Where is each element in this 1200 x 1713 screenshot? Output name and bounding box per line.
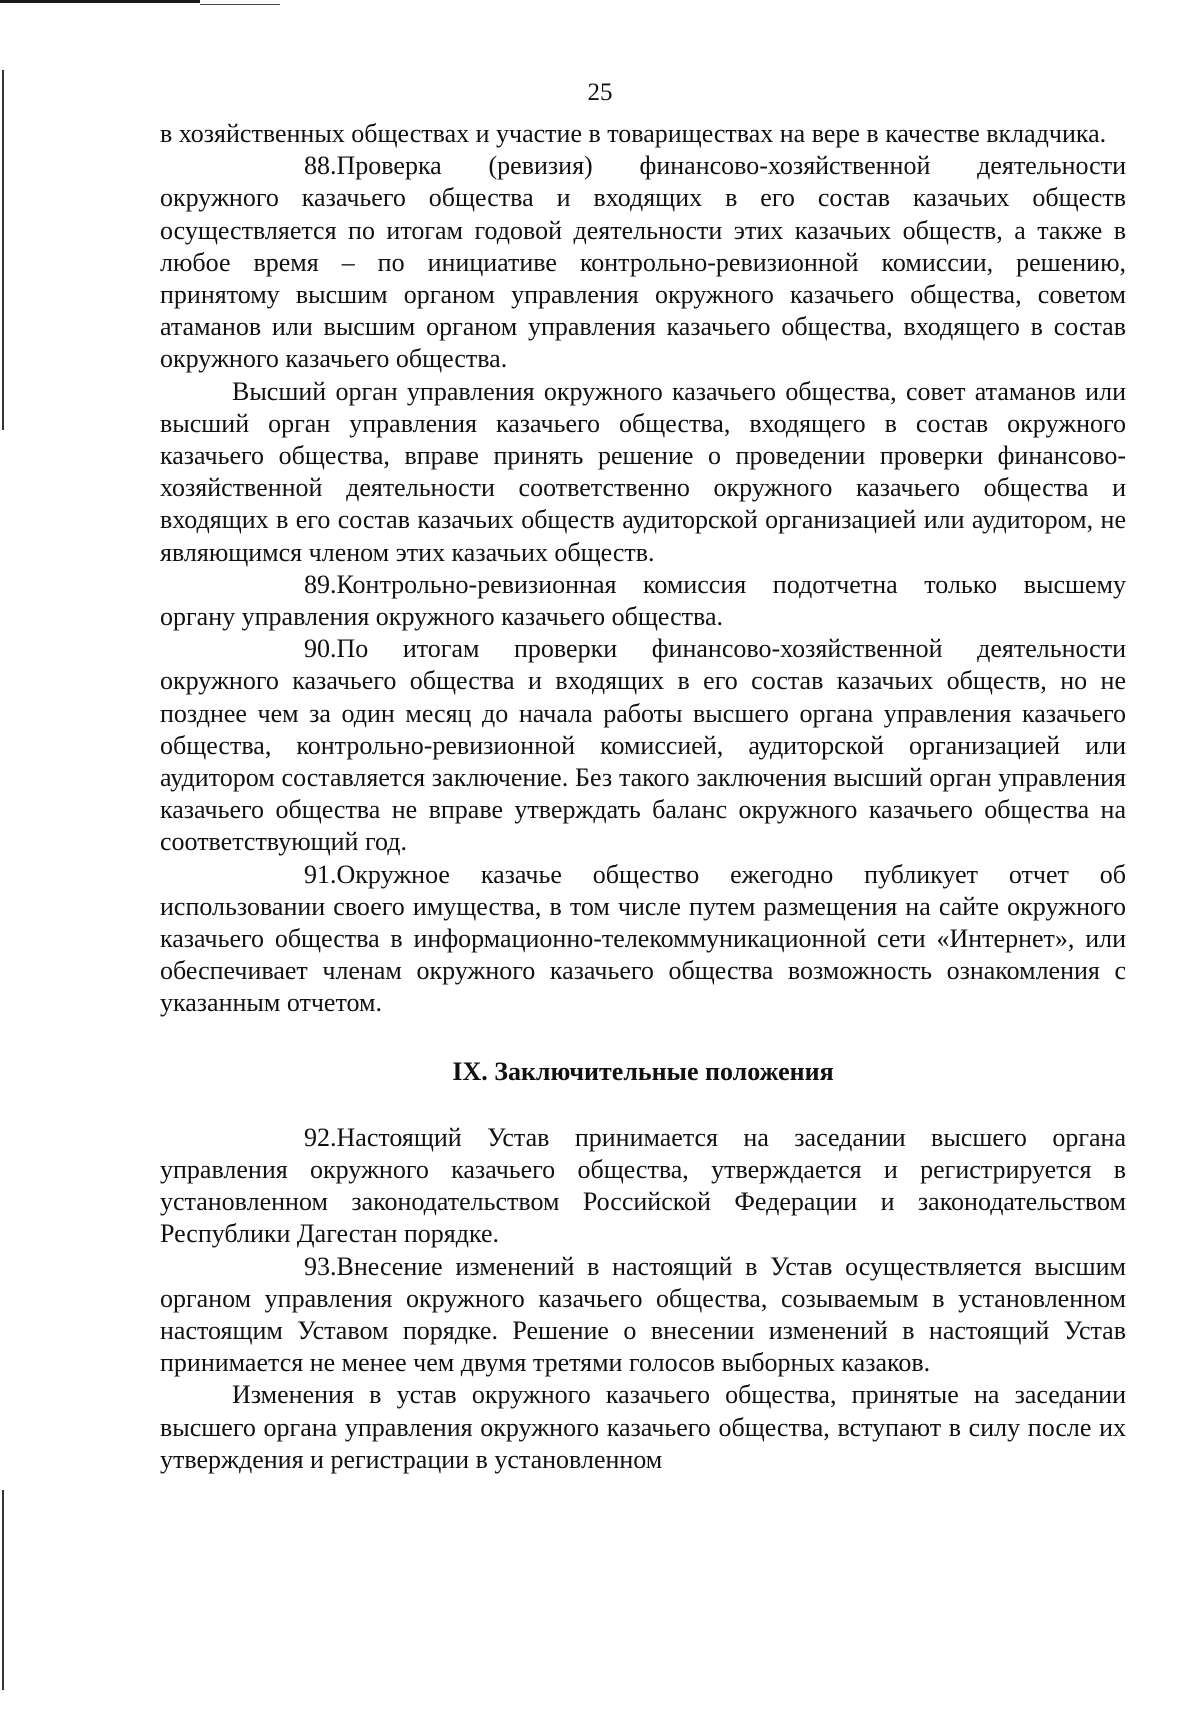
- paragraph-text: По итогам проверки финансово-хозяйственной деятельности окружного казачьего общества и входящих в его состав казачьих обществ, но не позднее чем за один месяц до начала работы высшего органа управления казачьего общества, контрольно-ревизионной комиссией, аудиторской организацией или аудитором составляется заключение. Без такого заключения высший орган управления казачьего общества не вправе утверждать баланс окружного казачьего общества на соответствующий год.: [160, 634, 1126, 857]
- paragraph-text: Проверка (ревизия) финансово-хозяйственной деятельности окружного казачьего общества и входящих в его состав казачьих обществ осуществляется по итогам годовой деятельности этих казачьих обществ, а также в любое время – по инициативе контрольно-ревизионной комиссии, решению, принятому высшим органом управления окружного казачьего общества, советом атаманов или высшим органом управления казачьего общества, входящего в состав окружного казачьего общества.: [160, 151, 1126, 374]
- paragraph-number: 92.: [304, 1122, 337, 1152]
- section-title: IX. Заключительные положения: [452, 1056, 834, 1086]
- paragraph-text: Изменения в устав окружного казачьего общества, принятые на заседании высшего органа управления окружного казачьего общества, вступают в силу после их утверждения и регистрации в установленном: [160, 1380, 1126, 1474]
- scan-edge-mark: [0, 0, 200, 3]
- paragraph-92: [160, 1122, 1126, 1251]
- paragraph-89: [160, 569, 1126, 633]
- paragraph-text: Окружное казачье общество ежегодно публикует отчет об использовании своего имущества, в том числе путем размещения на сайте окружного казачьего общества в информационно-телекоммуникационной сети «Интернет», или обеспечивает членам окружного казачьего общества возможность ознакомления с указанным отчетом.: [160, 859, 1126, 1018]
- paragraph-88: [160, 150, 1126, 375]
- scan-edge-mark: [200, 4, 280, 5]
- scan-edge-mark: [2, 1490, 4, 1690]
- paragraph-text: Контрольно-ревизионная комиссия подотчетна только высшему органу управления окружного казачьего общества.: [160, 569, 1126, 632]
- paragraph-text: в хозяйственных обществах и участие в товариществах на вере в качестве вкладчика.: [160, 119, 1107, 148]
- paragraph-number: 90.: [304, 634, 337, 664]
- paragraph-text: Внесение изменений в настоящий в Устав осуществляется высшим органом управления окружного казачьего общества, созываемым в установленном настоящим Уставом порядке. Решение о внесении изменений в настоящий Устав принимается не менее чем двумя третями голосов выборных казаков.: [160, 1251, 1126, 1378]
- paragraph: [160, 376, 1126, 569]
- paragraph: [160, 1379, 1126, 1476]
- paragraph-text: Высший орган управления окружного казачьего общества, совет атаманов или высший орган управления казачьего общества, входящего в состав окружного казачьего общества, вправе принять решение о проведении проверки финансово-хозяйственной деятельности соответственно окружного казачьего общества и входящих в его состав казачьих обществ аудиторской организацией или аудитором, не являющимся членом этих казачьих обществ.: [160, 376, 1126, 567]
- page-number: 25: [587, 79, 613, 106]
- paragraph-number: 88.: [304, 151, 337, 181]
- document-body: [160, 118, 1126, 1476]
- paragraph-number: 93.: [304, 1251, 337, 1281]
- paragraph-91: [160, 859, 1126, 1020]
- paragraph-number: 89.: [304, 569, 337, 599]
- paragraph-93: [160, 1251, 1126, 1380]
- paragraph-number: 91.: [304, 859, 337, 889]
- paragraph-90: [160, 633, 1126, 858]
- paragraph-text: Настоящий Устав принимается на заседании высшего органа управления окружного казачьего общества, утверждается и регистрируется в установленном законодательством Российской Федерации и законодательством Республики Дагестан порядке.: [160, 1122, 1126, 1249]
- paragraph: [160, 118, 1126, 150]
- scan-edge-mark: [2, 70, 4, 430]
